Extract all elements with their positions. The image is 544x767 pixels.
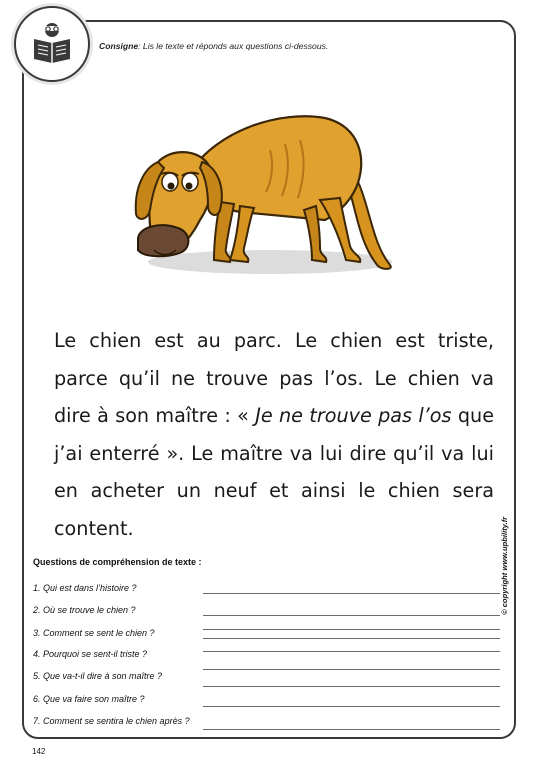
answer-line-5b[interactable] (203, 686, 500, 687)
story-text (54, 322, 494, 547)
instruction-label: Consigne (99, 41, 139, 51)
sad-dog-illustration (120, 110, 400, 285)
story-quote: Je ne trouve pas l’os (255, 404, 452, 427)
questions-title: Questions de compréhension de texte : (33, 557, 202, 567)
instruction (99, 41, 328, 51)
answer-line-3a[interactable] (203, 629, 500, 630)
answer-line-7[interactable] (203, 729, 500, 730)
story-part-2: que j’ai enterré ». Le maître va lui dire qu’il va lui en acheter un neuf et ainsi le chien sera content. (54, 404, 495, 540)
question-1: 1. Qui est dans l’histoire ? (33, 583, 137, 593)
answer-line-5a[interactable] (203, 669, 500, 670)
instruction-text: : Lis le texte et réponds aux questions ci-dessous. (138, 41, 329, 51)
question-3: 3. Comment se sent le chien ? (33, 628, 155, 638)
question-5: 5. Que va-t-il dire à son maître ? (33, 671, 163, 681)
answer-line-3b[interactable] (203, 638, 500, 639)
question-2: 2. Où se trouve le chien ? (33, 605, 136, 615)
answer-line-4[interactable] (203, 651, 500, 652)
page-number: 142 (32, 747, 46, 756)
copyright-text: © copyright www.upbility.fr (500, 516, 509, 615)
answer-line-6[interactable] (203, 706, 500, 707)
reading-person-icon (30, 21, 74, 65)
story-part-1: Le chien est au parc. Le chien est triste, parce qu’il ne trouve pas l’os. Le chien va dire à son maître : « (54, 329, 494, 427)
question-6: 6. Que va faire son maître ? (33, 694, 145, 704)
question-4: 4. Pourquoi se sent-il triste ? (33, 649, 148, 659)
question-7: 7. Comment se sentira le chien après ? (33, 716, 190, 726)
answer-line-2[interactable] (203, 615, 500, 616)
header-badge (14, 6, 90, 82)
answer-line-1[interactable] (203, 593, 500, 594)
story-paragraph (54, 322, 494, 547)
